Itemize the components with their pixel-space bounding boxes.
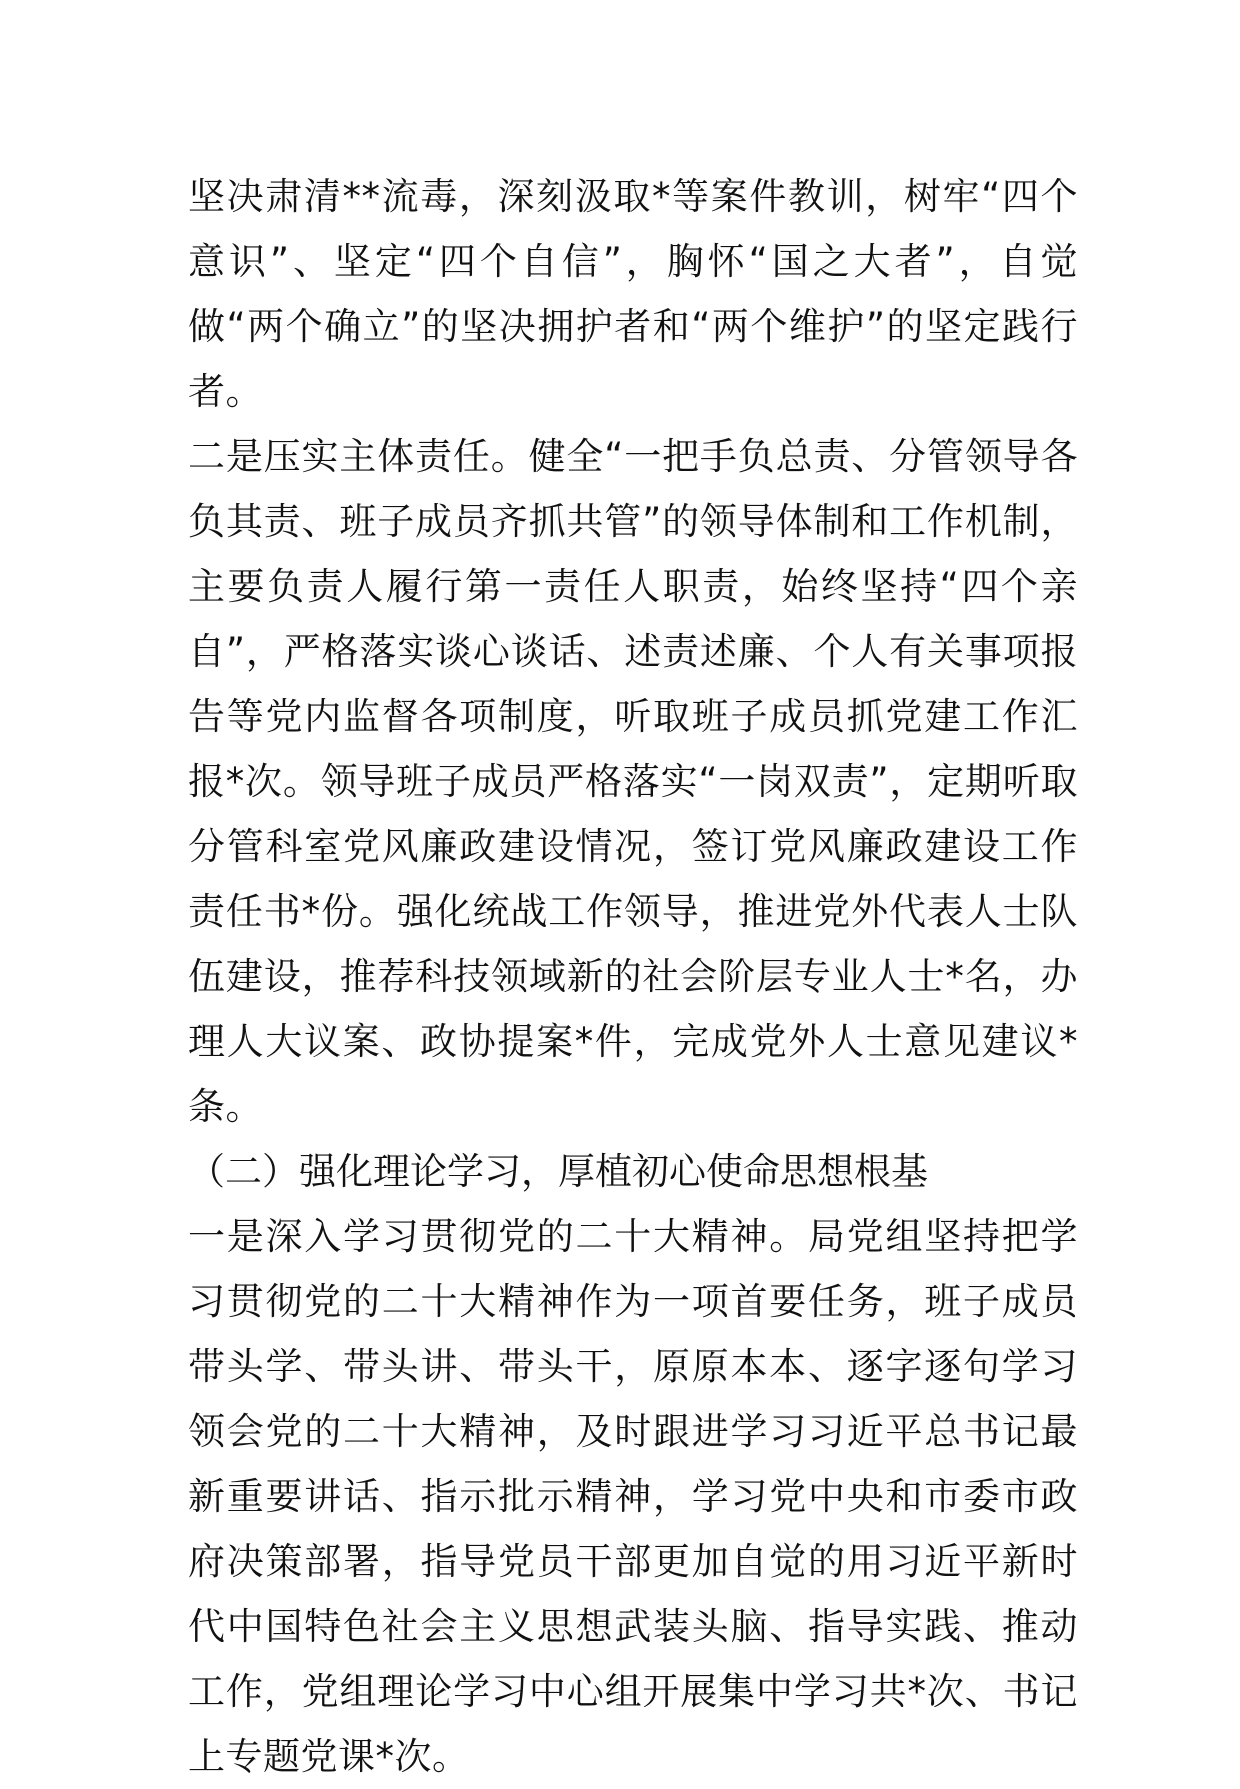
- document-body: [188, 164, 1078, 1789]
- paragraph-continuation: 坚决肃清**流毒，深刻汲取*等案件教训，树牢“四个意识”、坚定“四个自信”，胸怀“国之大者”，自觉做“两个确立”的坚决拥护者和“两个维护”的坚定践行者。: [188, 175, 1078, 413]
- paragraph-study: 一是深入学习贯彻党的二十大精神。局党组坚持把学习贯彻党的二十大精神作为一项首要任务，班子成员带头学、带头讲、带头干，原原本本、逐字逐句学习领会党的二十大精神，及时跟进学习习近平总书记最新重要讲话、指示批示精神，学习党中央和市委市政府决策部署，指导党员干部更加自觉的用习近平新时代中国特色社会主义思想武装头脑、指导实践、推动工作，党组理论学习中心组开展集中学习共*次、书记上专题党课*次。: [188, 1215, 1078, 1778]
- paragraph-responsibility: 二是压实主体责任。健全“一把手负总责、分管领导各负其责、班子成员齐抓共管”的领导体制和工作机制，主要负责人履行第一责任人职责，始终坚持“四个亲自”，严格落实谈心谈话、述责述廉、个人有关事项报告等党内监督各项制度，听取班子成员抓党建工作汇报*次。领导班子成员严格落实“一岗双责”，定期听取分管科室党风廉政建设情况，签订党风廉政建设工作责任书*份。强化统战工作领导，推进党外代表人士队伍建设，推荐科技领域新的社会阶层专业人士*名，办理人大议案、政协提案*件，完成党外人士意见建议*条。: [188, 435, 1078, 1128]
- section-heading: （二）强化理论学习，厚植初心使命思想根基: [188, 1150, 928, 1193]
